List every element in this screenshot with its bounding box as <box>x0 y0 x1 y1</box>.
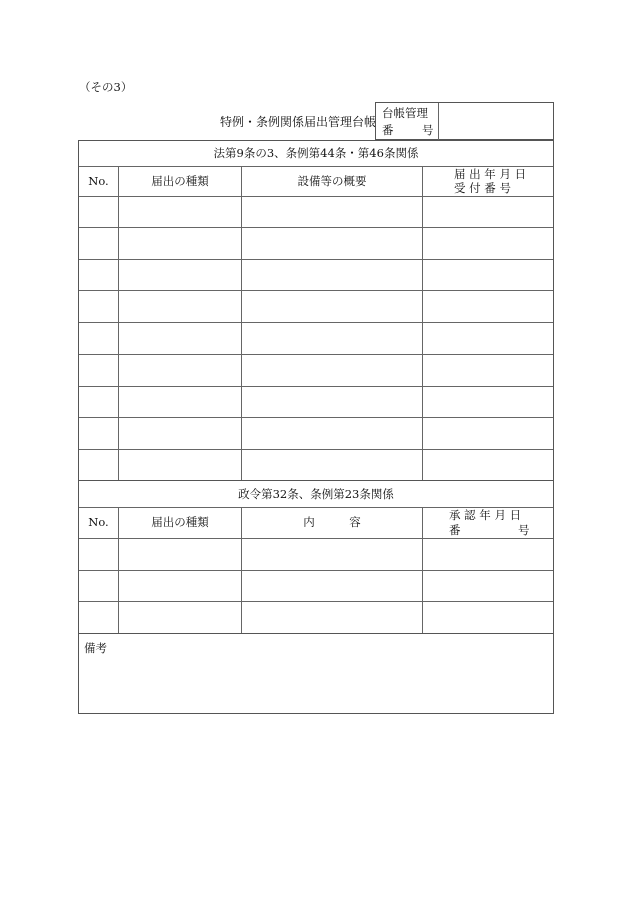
table-row-rule <box>79 322 553 323</box>
remarks-label: 備考 <box>84 641 107 655</box>
remarks-divider <box>79 633 553 634</box>
section2-heading: 政令第32条、条例第23条関係 <box>238 487 394 501</box>
section1-col-rule <box>118 166 119 480</box>
section2-col-date-go: 号 <box>518 523 530 537</box>
section1-col-date-line1: 届 出 年 月 日 <box>454 167 527 181</box>
ledger-box-label-ban: 番 <box>382 123 394 137</box>
page-label: （その3） <box>79 80 133 94</box>
section1-col-no: No. <box>88 174 109 188</box>
section2-col-rule <box>422 507 423 633</box>
section1-heading: 法第9条の3、条例第44条・第46条関係 <box>213 146 419 160</box>
section1-col-rule <box>241 166 242 480</box>
page-title: 特例・条例関係届出管理台帳 <box>220 115 377 129</box>
section2-header-rule <box>79 538 553 539</box>
section1-header-rule <box>79 196 553 197</box>
ledger-number-field[interactable] <box>440 104 552 138</box>
ledger-box-divider <box>438 103 439 140</box>
section1-col-date-line2: 受 付 番 号 <box>454 181 511 195</box>
table-row-rule <box>79 570 553 571</box>
ledger-box-label-line1: 台帳管理 <box>382 106 428 120</box>
table-row-rule <box>79 386 553 387</box>
section2-col-date-ban: 番 <box>449 523 461 537</box>
section2-col-kind: 届出の種類 <box>151 515 209 529</box>
table-row-rule <box>79 601 553 602</box>
table-row-rule <box>79 290 553 291</box>
remarks-field[interactable] <box>80 660 552 712</box>
section1-col-summary: 設備等の概要 <box>297 174 367 188</box>
section2-col-rule <box>118 507 119 633</box>
ledger-box-label-go: 号 <box>422 123 434 137</box>
table-row-rule <box>79 354 553 355</box>
section2-col-content: 内 容 <box>303 515 361 529</box>
table-row-rule <box>79 449 553 450</box>
table-row-rule <box>79 259 553 260</box>
table-row-rule <box>79 227 553 228</box>
section1-col-rule <box>422 166 423 480</box>
section2-col-no: No. <box>88 515 109 529</box>
section-divider <box>79 480 553 481</box>
section2-col-date-line1: 承 認 年 月 日 <box>449 508 522 522</box>
section1-col-kind: 届出の種類 <box>151 174 209 188</box>
table-row-rule <box>79 417 553 418</box>
section2-col-rule <box>241 507 242 633</box>
